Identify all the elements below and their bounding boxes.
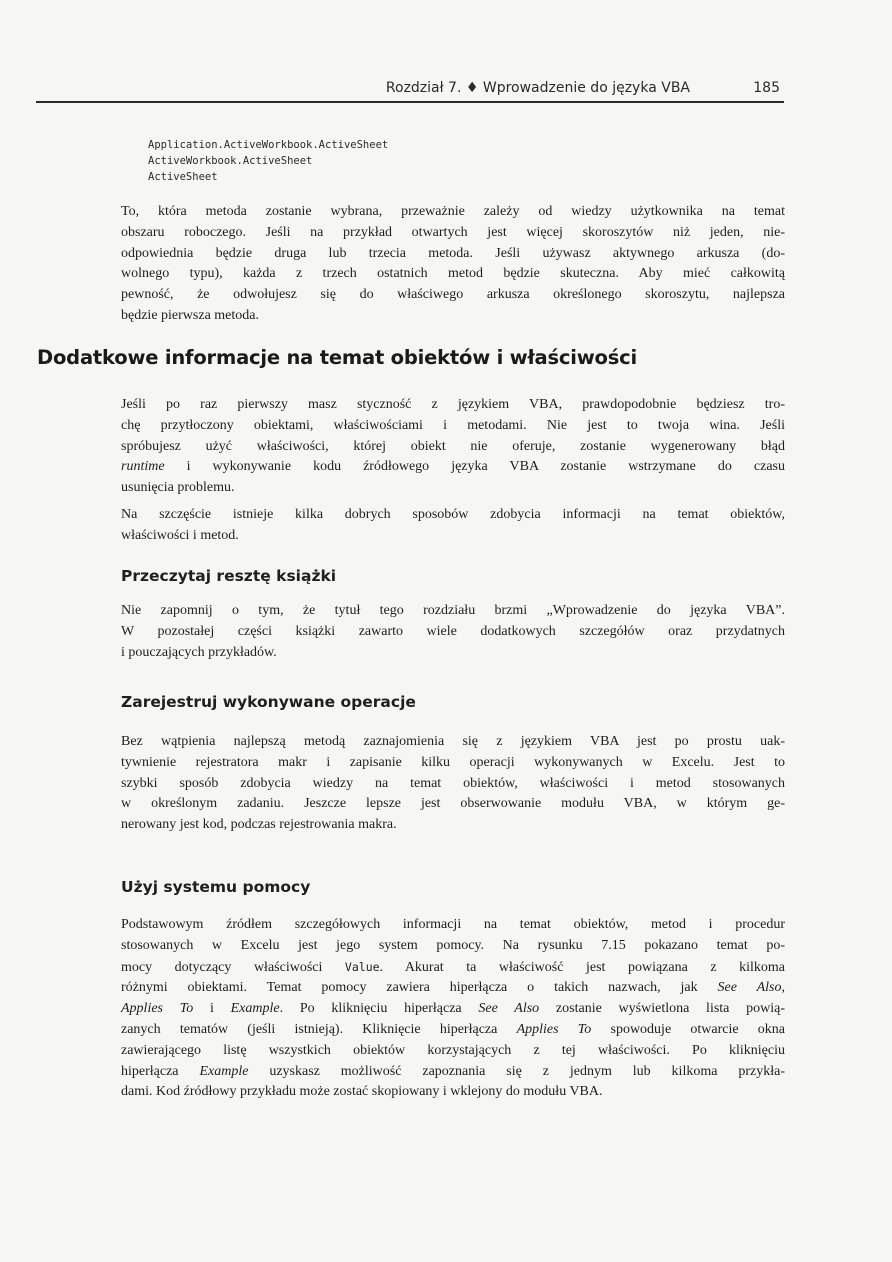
section-paragraph-1 <box>121 395 785 499</box>
text-line: W pozostałej części książki zawarto wiele dodatkowych szczegółów oraz przydatnych <box>121 623 785 639</box>
code-term: Value <box>344 959 380 974</box>
text-line: nerowany jest kod, podczas rejestrowania makra. <box>121 817 397 833</box>
text-line: wolnego typu), każda z trzech ostatnich metod będzie skuteczna. Aby mieć całkowitą <box>121 266 785 282</box>
subheading-zarejestruj: Zarejestruj wykonywane operacje <box>121 693 416 711</box>
text-fragment: spowoduje otwarcie okna <box>591 1021 785 1037</box>
zarejestruj-paragraph <box>121 732 785 836</box>
header-rule <box>36 101 784 103</box>
text-line: i pouczających przykładów. <box>121 644 277 660</box>
text-line: Jeśli po raz pierwszy masz styczność z językiem VBA, prawdopodobnie będziesz tro- <box>121 397 785 412</box>
italic-term: Example <box>230 1001 280 1017</box>
text-line: usunięcia problemu. <box>121 480 235 496</box>
przeczytaj-paragraph <box>121 601 785 663</box>
code-line: Application.ActiveWorkbook.ActiveSheet <box>148 139 389 151</box>
section-heading: Dodatkowe informacje na temat obiektów i właściwości <box>37 346 638 369</box>
subheading-uzyj: Użyj systemu pomocy <box>121 878 311 896</box>
text-line: dami. Kod źródłowy przykładu może zostać skopiowany i wklejony do modułu VBA. <box>121 1084 603 1100</box>
chapter-title: Rozdział 7. ♦ Wprowadzenie do języka VBA <box>385 80 690 96</box>
text-line: będzie pierwsza metoda. <box>121 307 259 323</box>
intro-paragraph <box>121 202 785 327</box>
code-listing <box>148 137 388 185</box>
italic-term: Applies To <box>516 1021 592 1037</box>
text-fragment: zostanie wyświetlona lista powią- <box>539 1001 785 1017</box>
text-fragment: hiperłącza <box>121 1063 200 1079</box>
text-line: pewność, że odwołujesz się do właściwego arkusza określonego skoroszytu, najlepsza <box>121 287 785 303</box>
text-line: obszaru roboczego. Jeśli na przykład otwartych jest więcej skoroszytów niż jeden, nie- <box>121 224 785 240</box>
text-line: Na szczęście istnieje kilka dobrych sposobów zdobycia informacji na temat obiektów, <box>121 507 785 522</box>
text-fragment: mocy dotyczący właściwości <box>121 959 345 975</box>
text-line: stosowanych w Excelu jest jego system pomocy. Na rysunku 7.15 pokazano temat po- <box>121 937 785 953</box>
text-line: To, która metoda zostanie wybrana, przeważnie zależy od wiedzy użytkownika na temat <box>121 204 785 219</box>
text-fragment: różnymi obiektami. Temat pomocy zawiera hiperłącza o takich nazwach, jak <box>121 980 718 996</box>
text-line <box>121 999 785 1020</box>
text-fragment: uzyskasz możliwość zapoznania się z jednym lub kilkoma przykła- <box>248 1063 786 1079</box>
text-fragment: . Po kliknięciu hiperłącza <box>279 1001 479 1017</box>
text-line <box>121 978 785 999</box>
code-line: ActiveWorkbook.ActiveSheet <box>148 155 313 167</box>
subheading-przeczytaj: Przeczytaj resztę książki <box>121 567 337 585</box>
text-line: Nie zapomnij o tym, że tytuł tego rozdziału brzmi „Wprowadzenie do języka VBA”. <box>121 603 785 618</box>
text-line: zawierającego listę wszystkich obiektów korzystających z tej właściwości. Po kliknięciu <box>121 1042 785 1058</box>
text-line: Podstawowym źródłem szczegółowych informacji na temat obiektów, metod i procedur <box>121 917 785 932</box>
text-line: Bez wątpienia najlepszą metodą zaznajomienia się z językiem VBA jest po prostu uak- <box>121 734 785 749</box>
text-line: chę przytłoczony obiektami, właściwościami i metodami. Nie jest to twoja wina. Jeśli <box>121 417 785 433</box>
italic-term: See Also <box>717 980 782 996</box>
text-line <box>121 457 785 478</box>
italic-term: runtime <box>121 459 165 475</box>
italic-term: Example <box>199 1063 249 1079</box>
text-line: właściwości i metod. <box>121 527 239 543</box>
text-line: tywnienie rejestratora makr i zapisanie kilku operacji wykonywanych w Excelu. Jest to <box>121 754 785 770</box>
section-paragraph-2 <box>121 505 785 547</box>
page-number: 185 <box>753 80 780 96</box>
italic-term: Applies To <box>121 1001 194 1017</box>
text-line: szybki sposób zdobycia wiedzy na temat obiektów, właściwości i metod stosowanych <box>121 775 785 791</box>
uzyj-paragraph <box>121 915 785 1103</box>
text-line <box>121 1062 785 1083</box>
text-fragment: zanych tematów (jeśli istnieją). Kliknięcie hiperłącza <box>121 1021 517 1037</box>
code-line: ActiveSheet <box>148 171 218 183</box>
text-fragment: . Akurat ta właściwość jest powiązana z kilkoma <box>379 959 786 975</box>
text-line <box>121 1020 785 1041</box>
text-fragment: i <box>193 1001 231 1017</box>
text-line: odpowiednia będzie druga lub trzecia metoda. Jeśli używasz aktywnego arkusza (do- <box>121 245 785 261</box>
text-line: w określonym zadaniu. Jeszcze lepsze jest obserwowanie modułu VBA, w którym ge- <box>121 796 785 812</box>
text-fragment: i wykonywanie kodu źródłowego języka VBA zostanie wstrzymane do czasu <box>164 459 785 475</box>
text-line <box>121 957 785 979</box>
text-line: spróbujesz użyć właściwości, której obiekt nie oferuje, zostanie wygenerowany błąd <box>121 438 785 454</box>
italic-term: See Also <box>478 1001 540 1017</box>
text-fragment: , <box>781 980 785 996</box>
